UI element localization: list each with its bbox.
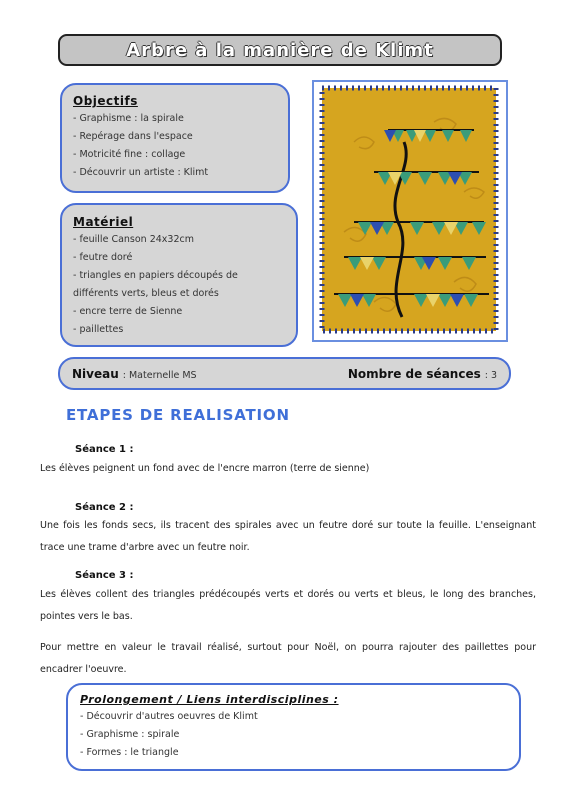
list-item: - Motricité fine : collage	[73, 149, 186, 160]
niveau-box	[58, 357, 511, 390]
prolongement-heading: Prolongement / Liens interdisciplines :	[80, 693, 339, 706]
list-item: - encre terre de Sienne	[73, 306, 183, 317]
prolongement-list	[80, 708, 519, 762]
list-item: - Découvrir d'autres oeuvres de Klimt	[80, 711, 258, 722]
list-item: différents verts, bleus et dorés	[73, 288, 219, 299]
list-item: - triangles en papiers découpés de	[73, 270, 238, 281]
niveau-value: : Maternelle MS	[122, 369, 197, 381]
list-item: - Formes : le triangle	[80, 747, 179, 758]
objectifs-box	[60, 83, 290, 193]
niveau-label: Niveau	[72, 366, 119, 381]
list-item: - feuille Canson 24x32cm	[73, 234, 194, 245]
materiel-list	[73, 231, 296, 339]
klimt-tree-artwork	[314, 82, 506, 340]
conclusion-text: Pour mettre en valeur le travail réalisé, surtout pour Noël, on pourra rajouter des paillettes pour encadrer l'oeuvre.	[40, 642, 536, 675]
objectifs-list	[73, 110, 288, 182]
list-item: - feutre doré	[73, 252, 133, 263]
seances-field	[348, 367, 497, 381]
etapes-heading: ETAPES DE REALISATION	[66, 406, 290, 424]
list-item: - Graphisme : la spirale	[73, 113, 184, 124]
page-title: Arbre à la manière de Klimt	[126, 39, 434, 61]
artwork-photo	[312, 80, 508, 342]
seance-2-text: Une fois les fonds secs, ils tracent des spirales avec un feutre doré sur toute la feuille. L'enseignant trace une trame d'arbre avec un feutre noir.	[40, 520, 536, 553]
list-item: - Découvrir un artiste : Klimt	[73, 167, 209, 178]
list-item: - paillettes	[73, 324, 124, 335]
title-banner	[58, 34, 502, 66]
materiel-heading: Matériel	[73, 215, 134, 229]
niveau-field	[72, 367, 197, 381]
list-item: - Repérage dans l'espace	[73, 131, 193, 142]
seance-1-text: Les élèves peignent un fond avec de l'encre marron (terre de sienne)	[40, 463, 370, 474]
objectifs-heading: Objectifs	[73, 94, 138, 108]
prolongement-box	[66, 683, 521, 771]
list-item: - Graphisme : spirale	[80, 729, 180, 740]
seances-value: : 3	[484, 369, 497, 381]
seance-2-label: Séance 2 :	[75, 502, 134, 513]
seance-3-label: Séance 3 :	[75, 570, 134, 581]
seance-1-label: Séance 1 :	[75, 444, 134, 455]
seances-label: Nombre de séances	[347, 366, 481, 381]
materiel-box	[60, 203, 298, 347]
seance-3-text: Les élèves collent des triangles prédécoupés verts et dorés ou verts et bleus, le long des branches, pointes vers le bas.	[40, 589, 536, 622]
